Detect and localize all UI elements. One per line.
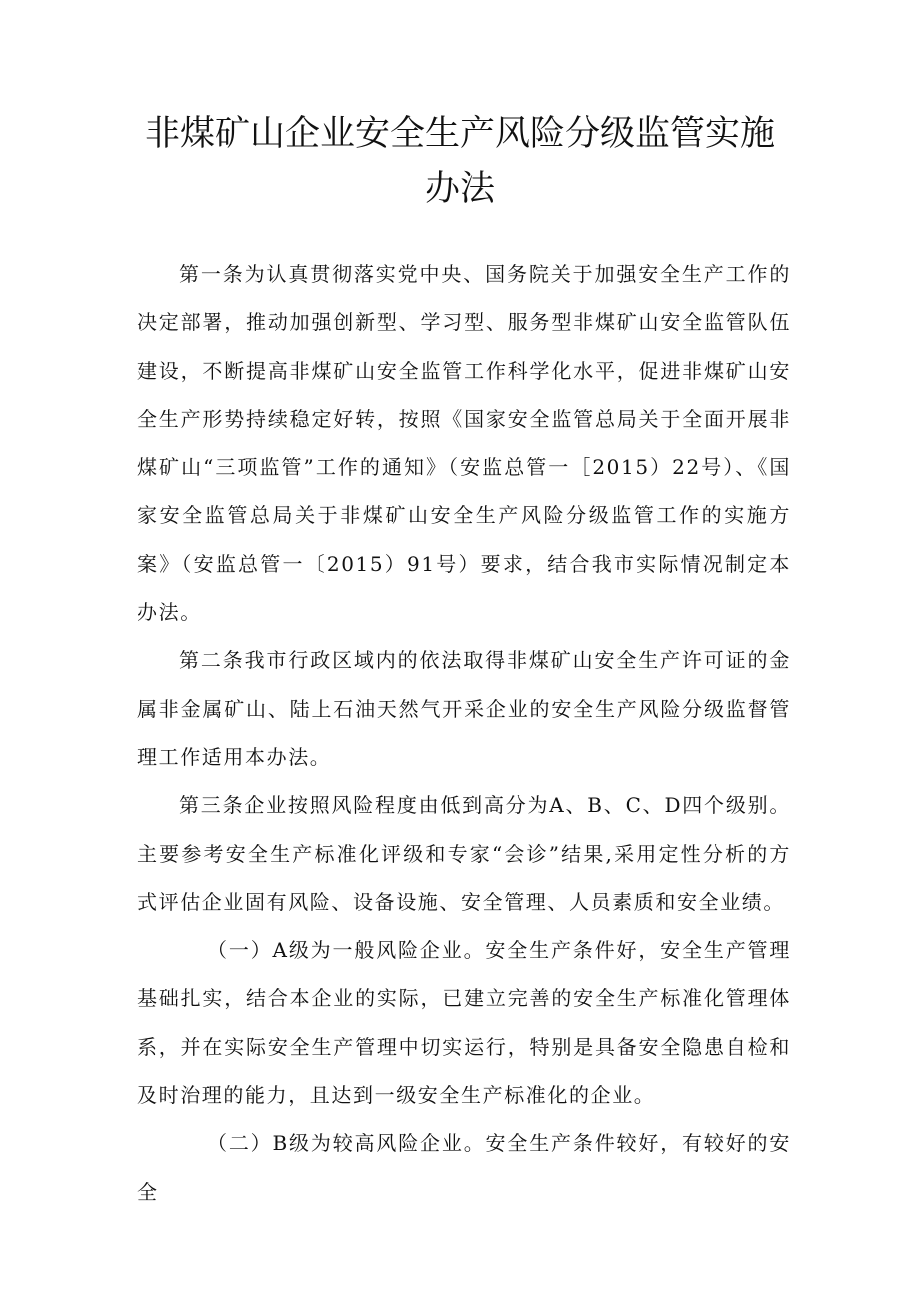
document-body [137,250,791,1216]
article-1-paragraph: 第一条为认真贯彻落实党中央、国务院关于加强安全生产工作的决定部署，推动加强创新型、学习型、服务型非煤矿山安全监管队伍建设，不断提高非煤矿山安全监管工作科学化水平，促进非煤矿山安全生产形势持续稳定好转，按照《国家安全监管总局关于全面开展非煤矿山“三项监管”工作的通知》（安监总管一［2015）22号）、《国家安全监管总局关于非煤矿山安全生产风险分级监管工作的实施方案》（安监总管一〔2015）91号）要求，结合我市实际情况制定本办法。 [137,262,791,625]
title-line-1: 非煤矿山企业安全生产风险分级监管实施 [144,114,775,154]
level-a-paragraph: （一）A级为一般风险企业。安全生产条件好，安全生产管理基础扎实，结合本企业的实际，已建立完善的安全生产标准化管理体系，并在实际安全生产管理中切实运行，特别是具备安全隐患自检和及时治理的能力，且达到一级安全生产标准化的企业。 [137,938,791,1108]
article-2-paragraph: 第二条我市行政区域内的依法取得非煤矿山安全生产许可证的金属非金属矿山、陆上石油天然气开采企业的安全生产风险分级监督管理工作适用本办法。 [137,648,791,769]
title-line-2: 办法 [424,169,495,209]
document-title [100,107,820,217]
article-3-paragraph: 第三条企业按照风险程度由低到高分为A、B、C、D四个级别。主要参考安全生产标准化评级和专家“会诊”结果,采用定性分析的方式评估企业固有风险、设备设施、安全管理、人员素质和安全业绩。 [137,793,791,914]
level-b-paragraph: （二）B级为较高风险企业。安全生产条件较好，有较好的安全 [137,1131,791,1204]
